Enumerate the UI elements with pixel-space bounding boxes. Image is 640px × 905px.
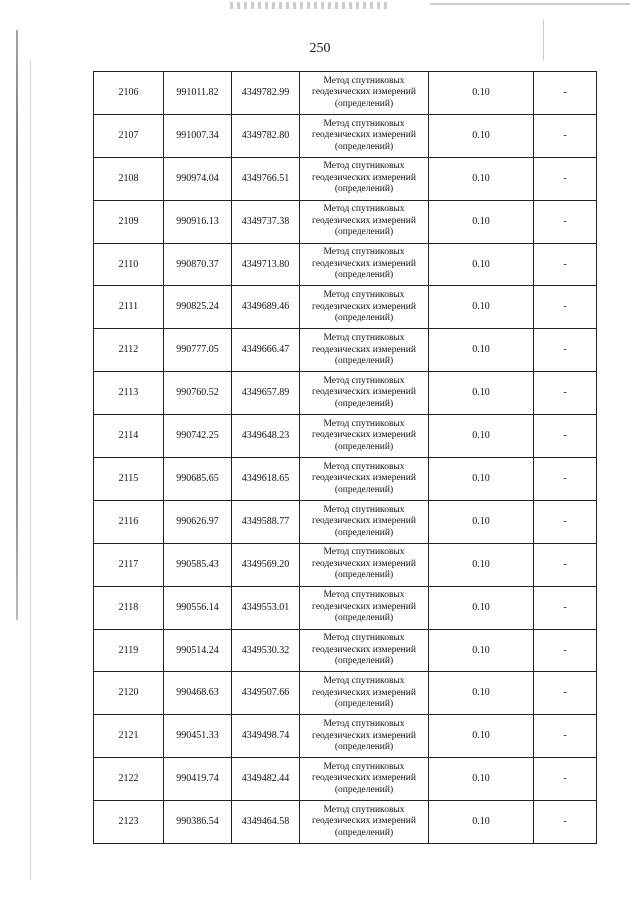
method-line: геодезических измерений: [312, 301, 416, 312]
point-number-cell: 2107: [94, 114, 164, 157]
x-coordinate-cell: 990870.37: [164, 243, 232, 286]
y-coordinate-cell: 4349713.80: [232, 243, 300, 286]
method-line: геодезических измерений: [312, 773, 416, 784]
x-coordinate-cell: 991011.82: [164, 72, 232, 115]
accuracy-cell: 0.10: [429, 458, 534, 501]
method-cell: [300, 114, 429, 157]
x-coordinate-cell: 990742.25: [164, 415, 232, 458]
point-number-cell: 2120: [94, 672, 164, 715]
scan-artifact-left: [16, 30, 18, 620]
method-cell: [300, 500, 429, 543]
point-number-cell: 2116: [94, 500, 164, 543]
table-row: [94, 329, 597, 372]
method-line: Метод спутниковых: [323, 333, 405, 344]
note-cell: -: [534, 72, 597, 115]
method-line: Метод спутниковых: [323, 504, 405, 515]
method-line: геодезических измерений: [312, 87, 416, 98]
y-coordinate-cell: 4349482.44: [232, 758, 300, 801]
accuracy-cell: 0.10: [429, 801, 534, 844]
x-coordinate-cell: 990585.43: [164, 543, 232, 586]
y-coordinate-cell: 4349553.01: [232, 586, 300, 629]
x-coordinate-cell: 990916.13: [164, 200, 232, 243]
table-row: [94, 629, 597, 672]
accuracy-cell: 0.10: [429, 372, 534, 415]
method-line: (определений): [334, 184, 394, 195]
point-number-cell: 2109: [94, 200, 164, 243]
method-line: (определений): [334, 398, 394, 409]
note-cell: -: [534, 500, 597, 543]
method-line: геодезических измерений: [312, 644, 416, 655]
x-coordinate-cell: 991007.34: [164, 114, 232, 157]
method-cell: [300, 458, 429, 501]
method-line: Метод спутниковых: [323, 375, 405, 386]
table-row: [94, 500, 597, 543]
table-row: [94, 200, 597, 243]
method-line: (определений): [334, 784, 394, 795]
method-line: Метод спутниковых: [323, 719, 405, 730]
note-cell: -: [534, 543, 597, 586]
table-row: [94, 415, 597, 458]
table-row: [94, 286, 597, 329]
note-cell: -: [534, 286, 597, 329]
coordinates-table: [93, 71, 597, 844]
point-number-cell: 2117: [94, 543, 164, 586]
method-line: Метод спутниковых: [323, 290, 405, 301]
accuracy-cell: 0.10: [429, 286, 534, 329]
table-row: [94, 801, 597, 844]
method-cell: [300, 72, 429, 115]
method-line: геодезических измерений: [312, 516, 416, 527]
accuracy-cell: 0.10: [429, 157, 534, 200]
point-number-cell: 2114: [94, 415, 164, 458]
method-line: (определений): [334, 570, 394, 581]
method-line: (определений): [334, 484, 394, 495]
accuracy-cell: 0.10: [429, 758, 534, 801]
accuracy-cell: 0.10: [429, 586, 534, 629]
accuracy-cell: 0.10: [429, 329, 534, 372]
note-cell: -: [534, 672, 597, 715]
table-body: [94, 72, 597, 844]
y-coordinate-cell: 4349648.23: [232, 415, 300, 458]
point-number-cell: 2113: [94, 372, 164, 415]
point-number-cell: 2106: [94, 72, 164, 115]
point-number-cell: 2108: [94, 157, 164, 200]
note-cell: -: [534, 114, 597, 157]
method-line: геодезических измерений: [312, 258, 416, 269]
note-cell: -: [534, 157, 597, 200]
method-line: Метод спутниковых: [323, 461, 405, 472]
table-row: [94, 372, 597, 415]
x-coordinate-cell: 990468.63: [164, 672, 232, 715]
method-cell: [300, 801, 429, 844]
y-coordinate-cell: 4349689.46: [232, 286, 300, 329]
point-number-cell: 2111: [94, 286, 164, 329]
table-row: [94, 715, 597, 758]
x-coordinate-cell: 990451.33: [164, 715, 232, 758]
method-line: Метод спутниковых: [323, 247, 405, 258]
method-line: Метод спутниковых: [323, 676, 405, 687]
method-line: геодезических измерений: [312, 558, 416, 569]
note-cell: -: [534, 372, 597, 415]
method-line: Метод спутниковых: [323, 418, 405, 429]
x-coordinate-cell: 990974.04: [164, 157, 232, 200]
method-line: (определений): [334, 270, 394, 281]
scan-artifact-top: [230, 2, 390, 9]
method-cell: [300, 758, 429, 801]
method-line: Метод спутниковых: [323, 204, 405, 215]
method-cell: [300, 543, 429, 586]
method-cell: [300, 372, 429, 415]
y-coordinate-cell: 4349657.89: [232, 372, 300, 415]
method-line: Метод спутниковых: [323, 161, 405, 172]
y-coordinate-cell: 4349618.65: [232, 458, 300, 501]
x-coordinate-cell: 990825.24: [164, 286, 232, 329]
accuracy-cell: 0.10: [429, 200, 534, 243]
method-line: (определений): [334, 313, 394, 324]
method-line: (определений): [334, 742, 394, 753]
point-number-cell: 2115: [94, 458, 164, 501]
table-row: [94, 114, 597, 157]
method-line: (определений): [334, 699, 394, 710]
accuracy-cell: 0.10: [429, 672, 534, 715]
method-line: геодезических измерений: [312, 130, 416, 141]
note-cell: -: [534, 329, 597, 372]
x-coordinate-cell: 990556.14: [164, 586, 232, 629]
note-cell: -: [534, 715, 597, 758]
method-line: геодезических измерений: [312, 816, 416, 827]
method-line: Метод спутниковых: [323, 75, 405, 86]
accuracy-cell: 0.10: [429, 243, 534, 286]
x-coordinate-cell: 990760.52: [164, 372, 232, 415]
y-coordinate-cell: 4349530.32: [232, 629, 300, 672]
method-cell: [300, 329, 429, 372]
method-line: (определений): [334, 827, 394, 838]
method-line: (определений): [334, 656, 394, 667]
x-coordinate-cell: 990685.65: [164, 458, 232, 501]
note-cell: -: [534, 801, 597, 844]
y-coordinate-cell: 4349569.20: [232, 543, 300, 586]
method-cell: [300, 243, 429, 286]
x-coordinate-cell: 990514.24: [164, 629, 232, 672]
accuracy-cell: 0.10: [429, 500, 534, 543]
method-line: геодезических измерений: [312, 172, 416, 183]
y-coordinate-cell: 4349737.38: [232, 200, 300, 243]
method-line: Метод спутниковых: [323, 118, 405, 129]
accuracy-cell: 0.10: [429, 715, 534, 758]
point-number-cell: 2112: [94, 329, 164, 372]
y-coordinate-cell: 4349588.77: [232, 500, 300, 543]
method-line: (определений): [334, 356, 394, 367]
method-cell: [300, 286, 429, 329]
method-cell: [300, 672, 429, 715]
table-row: [94, 458, 597, 501]
method-line: (определений): [334, 527, 394, 538]
method-line: Метод спутниковых: [323, 547, 405, 558]
method-cell: [300, 157, 429, 200]
table-row: [94, 243, 597, 286]
method-line: Метод спутниковых: [323, 761, 405, 772]
note-cell: -: [534, 415, 597, 458]
point-number-cell: 2110: [94, 243, 164, 286]
method-line: (определений): [334, 227, 394, 238]
y-coordinate-cell: 4349766.51: [232, 157, 300, 200]
scan-artifact-top-line: [430, 3, 630, 5]
method-line: геодезических измерений: [312, 601, 416, 612]
method-line: геодезических измерений: [312, 387, 416, 398]
method-cell: [300, 200, 429, 243]
point-number-cell: 2118: [94, 586, 164, 629]
accuracy-cell: 0.10: [429, 72, 534, 115]
point-number-cell: 2122: [94, 758, 164, 801]
method-line: (определений): [334, 441, 394, 452]
point-number-cell: 2121: [94, 715, 164, 758]
table-row: [94, 672, 597, 715]
accuracy-cell: 0.10: [429, 415, 534, 458]
method-line: Метод спутниковых: [323, 590, 405, 601]
table-row: [94, 543, 597, 586]
y-coordinate-cell: 4349507.66: [232, 672, 300, 715]
accuracy-cell: 0.10: [429, 543, 534, 586]
x-coordinate-cell: 990777.05: [164, 329, 232, 372]
method-line: Метод спутниковых: [323, 633, 405, 644]
y-coordinate-cell: 4349464.58: [232, 801, 300, 844]
x-coordinate-cell: 990419.74: [164, 758, 232, 801]
note-cell: -: [534, 200, 597, 243]
table-row: [94, 758, 597, 801]
method-line: геодезических измерений: [312, 687, 416, 698]
method-line: геодезических измерений: [312, 344, 416, 355]
table-row: [94, 157, 597, 200]
method-line: геодезических измерений: [312, 430, 416, 441]
method-line: (определений): [334, 141, 394, 152]
table-row: [94, 72, 597, 115]
x-coordinate-cell: 990626.97: [164, 500, 232, 543]
note-cell: -: [534, 586, 597, 629]
accuracy-cell: 0.10: [429, 114, 534, 157]
y-coordinate-cell: 4349666.47: [232, 329, 300, 372]
method-cell: [300, 415, 429, 458]
scan-artifact-left-faint: [30, 60, 31, 880]
note-cell: -: [534, 758, 597, 801]
page-number: 250: [309, 41, 331, 56]
note-cell: -: [534, 243, 597, 286]
method-line: геодезических измерений: [312, 730, 416, 741]
method-cell: [300, 586, 429, 629]
note-cell: -: [534, 629, 597, 672]
method-line: Метод спутниковых: [323, 804, 405, 815]
y-coordinate-cell: 4349498.74: [232, 715, 300, 758]
method-cell: [300, 715, 429, 758]
point-number-cell: 2119: [94, 629, 164, 672]
method-line: (определений): [334, 613, 394, 624]
y-coordinate-cell: 4349782.80: [232, 114, 300, 157]
note-cell: -: [534, 458, 597, 501]
x-coordinate-cell: 990386.54: [164, 801, 232, 844]
method-cell: [300, 629, 429, 672]
method-line: (определений): [334, 98, 394, 109]
table-row: [94, 586, 597, 629]
point-number-cell: 2123: [94, 801, 164, 844]
accuracy-cell: 0.10: [429, 629, 534, 672]
y-coordinate-cell: 4349782.99: [232, 72, 300, 115]
method-line: геодезических измерений: [312, 215, 416, 226]
method-line: геодезических измерений: [312, 473, 416, 484]
